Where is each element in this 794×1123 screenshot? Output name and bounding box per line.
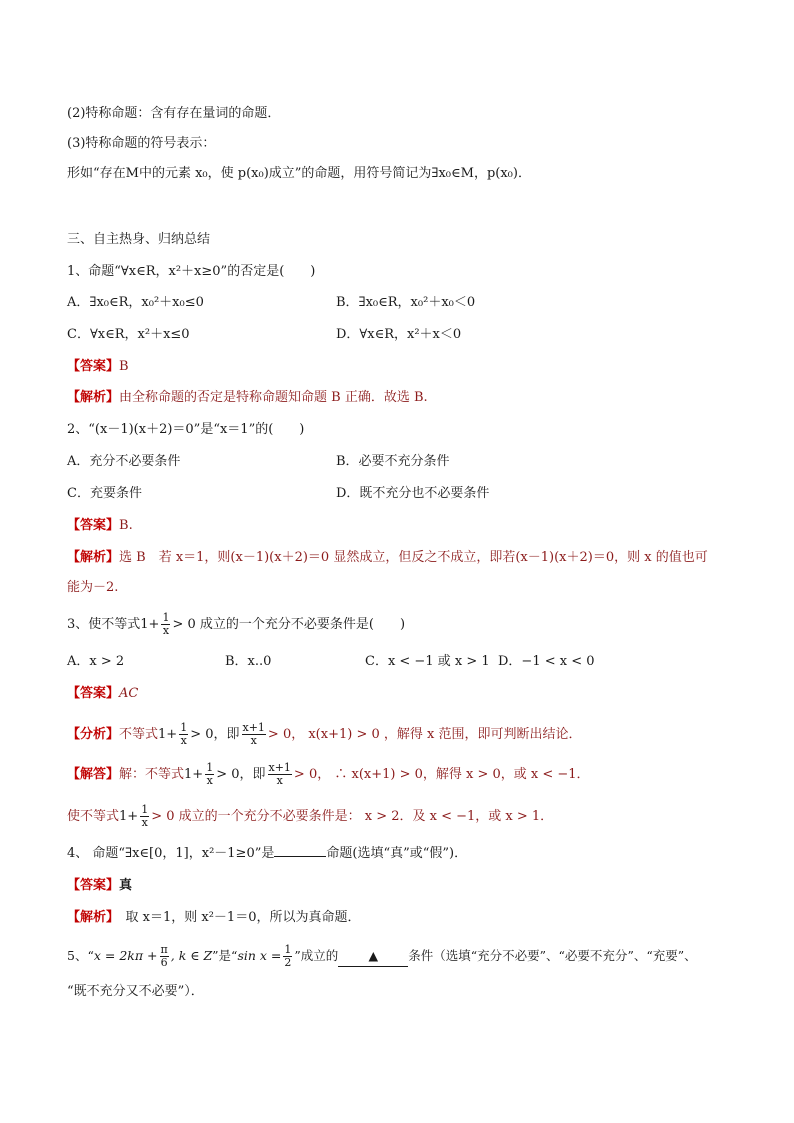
answer-tag: 【答案】: [67, 518, 120, 533]
q2-analysis-line-1: 选 B 若 x＝1，则(x－1)(x＋2)＝0 显然成立，但反之不成立，即若(x－1)(x＋2)＝0，则 x 的值也可: [119, 550, 708, 565]
fraction-numerator: π: [160, 943, 168, 956]
q3-jieda-b: > 0，即: [216, 767, 266, 782]
q2-option-b: B．必要不充分条件: [336, 454, 450, 469]
q4-answer-value: 真: [119, 878, 133, 893]
q3-concl-b: > 0 成立的一个充分不必要条件是： x > 2．及 x < −1，或 x > 1．: [151, 809, 554, 824]
fraction-numerator: 1: [284, 943, 292, 956]
fill-blank: [274, 844, 326, 857]
fraction-denominator: 6: [160, 956, 168, 969]
q2-option-c: C．充要条件: [67, 486, 142, 501]
q2-option-d: D．既不充分也不必要条件: [336, 486, 490, 501]
q2-answer: [67, 516, 133, 536]
q3-stem-pre: 3、使不等式: [67, 617, 141, 632]
fraction-denominator: 2: [284, 956, 292, 969]
analysis-tag: 【解析】: [67, 910, 113, 925]
q3-fenxi: [67, 722, 581, 747]
q4-analysis: [67, 908, 360, 928]
fraction-denominator: x: [206, 774, 213, 787]
intro-line-1: (2)特称命题：含有存在量词的命题．: [67, 106, 281, 121]
fraction: [242, 722, 266, 747]
q3-fenxi-c: > 0， x(x+1) > 0 ，解得 x 范围，即可判断出结论．: [267, 727, 582, 742]
q3-fenxi-pre: 不等式: [119, 727, 159, 742]
q2-option-a: A．充分不必要条件: [67, 454, 181, 469]
q4-stem: [67, 844, 467, 864]
q5-post: ”成立的: [294, 948, 339, 963]
q1-analysis-text: 由全称命题的否定是特称命题知命题 B 正确．故选 B.: [119, 390, 428, 405]
q2-stem: 2、“(x－1)(x＋2)＝0”是“x＝1”的( ): [67, 422, 305, 437]
fraction: [140, 804, 149, 829]
fraction-numerator: 1: [162, 611, 170, 624]
answer-tag: 【答案】: [67, 359, 120, 374]
q3-jieda-a: 1+: [184, 767, 204, 782]
q2-analysis-line-2: 能为－2.: [67, 580, 119, 595]
analysis-tag: 【解析】: [67, 390, 120, 405]
q1-option-c: C．∀x∈R，x²＋x≤0: [67, 327, 190, 342]
q3-option-d: D．−1 < x < 0: [498, 654, 595, 669]
q1-option-d: D．∀x∈R，x²＋x＜0: [336, 327, 462, 342]
q3-stem: [67, 612, 405, 637]
fraction-denominator: x: [162, 624, 170, 637]
q1-stem: 1、命题“∀x∈R，x²＋x≥0”的否定是( ): [67, 264, 316, 279]
q3-fenxi-b: > 0，即: [190, 727, 240, 742]
fraction-denominator: x: [276, 774, 283, 787]
intro-line-3: 形如“存在M中的元素 x₀，使 p(x₀)成立”的命题，用符号简记为∃x₀∈M，p(x₀)．: [67, 166, 531, 181]
q5-line-2: “既不充分又不必要”）．: [67, 984, 204, 999]
q3-option-c: C．x < −1 或 x > 1: [365, 654, 490, 669]
fraction-denominator: x: [180, 734, 187, 747]
q3-answer: [67, 684, 138, 704]
fraction-numerator: 1: [180, 721, 188, 734]
q3-answer-value: AC: [119, 686, 139, 701]
q5-pre: 5、“: [67, 948, 94, 963]
fraction: [283, 944, 292, 969]
answer-tag: 【答案】: [67, 878, 120, 893]
q5-mid: ”是“: [212, 948, 238, 963]
fraction: [161, 612, 170, 637]
q4-stem-post: 命题(选填“真”或“假”)．: [326, 846, 468, 861]
q5-expr-a: x = 2kπ +: [93, 948, 158, 963]
q2-answer-value: B.: [119, 518, 133, 533]
fraction: [160, 944, 169, 969]
fraction-numerator: x+1: [242, 721, 265, 734]
q3-jieda-pre: 解：不等式: [119, 767, 185, 782]
fraction: [268, 762, 292, 787]
q3-stem-mid: 1+: [140, 617, 160, 632]
q3-jieda-c: > 0， ∴ x(x+1) > 0，解得 x > 0，或 x < −1．: [293, 767, 590, 782]
section-title: 三、自主热身、归纳总结: [67, 232, 211, 247]
jieda-tag: 【解答】: [67, 767, 120, 782]
analysis-tag: 【解析】: [67, 550, 120, 565]
q3-fenxi-a: 1+: [158, 727, 178, 742]
q5-stem: [67, 944, 697, 969]
q3-concl-pre: 使不等式: [67, 809, 120, 824]
q3-stem-post: > 0 成立的一个充分不必要条件是( ): [172, 617, 406, 632]
answer-tag: 【答案】: [67, 686, 120, 701]
q4-analysis-text: 取 x＝1，则 x²－1＝0，所以为真命题．: [112, 910, 361, 925]
q5-expr-b: , k ∈ Z: [170, 948, 213, 963]
triangle-blank: ▲: [338, 946, 408, 967]
fraction-numerator: 1: [206, 761, 214, 774]
fraction-numerator: 1: [141, 803, 149, 816]
q3-jieda: [67, 762, 590, 787]
fraction: [179, 722, 188, 747]
q1-option-b: B．∃x₀∈R，x₀²＋x₀＜0: [336, 295, 476, 310]
q3-option-a: A．x > 2: [67, 654, 125, 669]
fraction-denominator: x: [250, 734, 257, 747]
q1-analysis: [67, 388, 428, 408]
fraction-denominator: x: [141, 816, 148, 829]
q1-answer: [67, 357, 129, 377]
q2-analysis: [67, 548, 708, 568]
fraction-numerator: x+1: [268, 761, 291, 774]
q3-conclusion: [67, 804, 553, 829]
q5-expr-c: sin x =: [237, 948, 282, 963]
q1-answer-value: B: [119, 359, 129, 374]
q4-stem-pre: 4、 命题“∃x∈[0，1]，x²－1≥0”是: [67, 846, 275, 861]
intro-line-2: (3)特称命题的符号表示：: [67, 136, 216, 151]
q3-option-b: B．x..0: [225, 654, 272, 669]
q5-tail: 条件（选填“充分不必要”、“必要不充分”、“充要”、: [408, 948, 697, 963]
q3-concl-a: 1+: [119, 809, 139, 824]
fraction: [205, 762, 214, 787]
q4-answer: [67, 876, 132, 896]
q1-option-a: A．∃x₀∈R，x₀²＋x₀≤0: [67, 295, 204, 310]
fenxi-tag: 【分析】: [67, 727, 120, 742]
